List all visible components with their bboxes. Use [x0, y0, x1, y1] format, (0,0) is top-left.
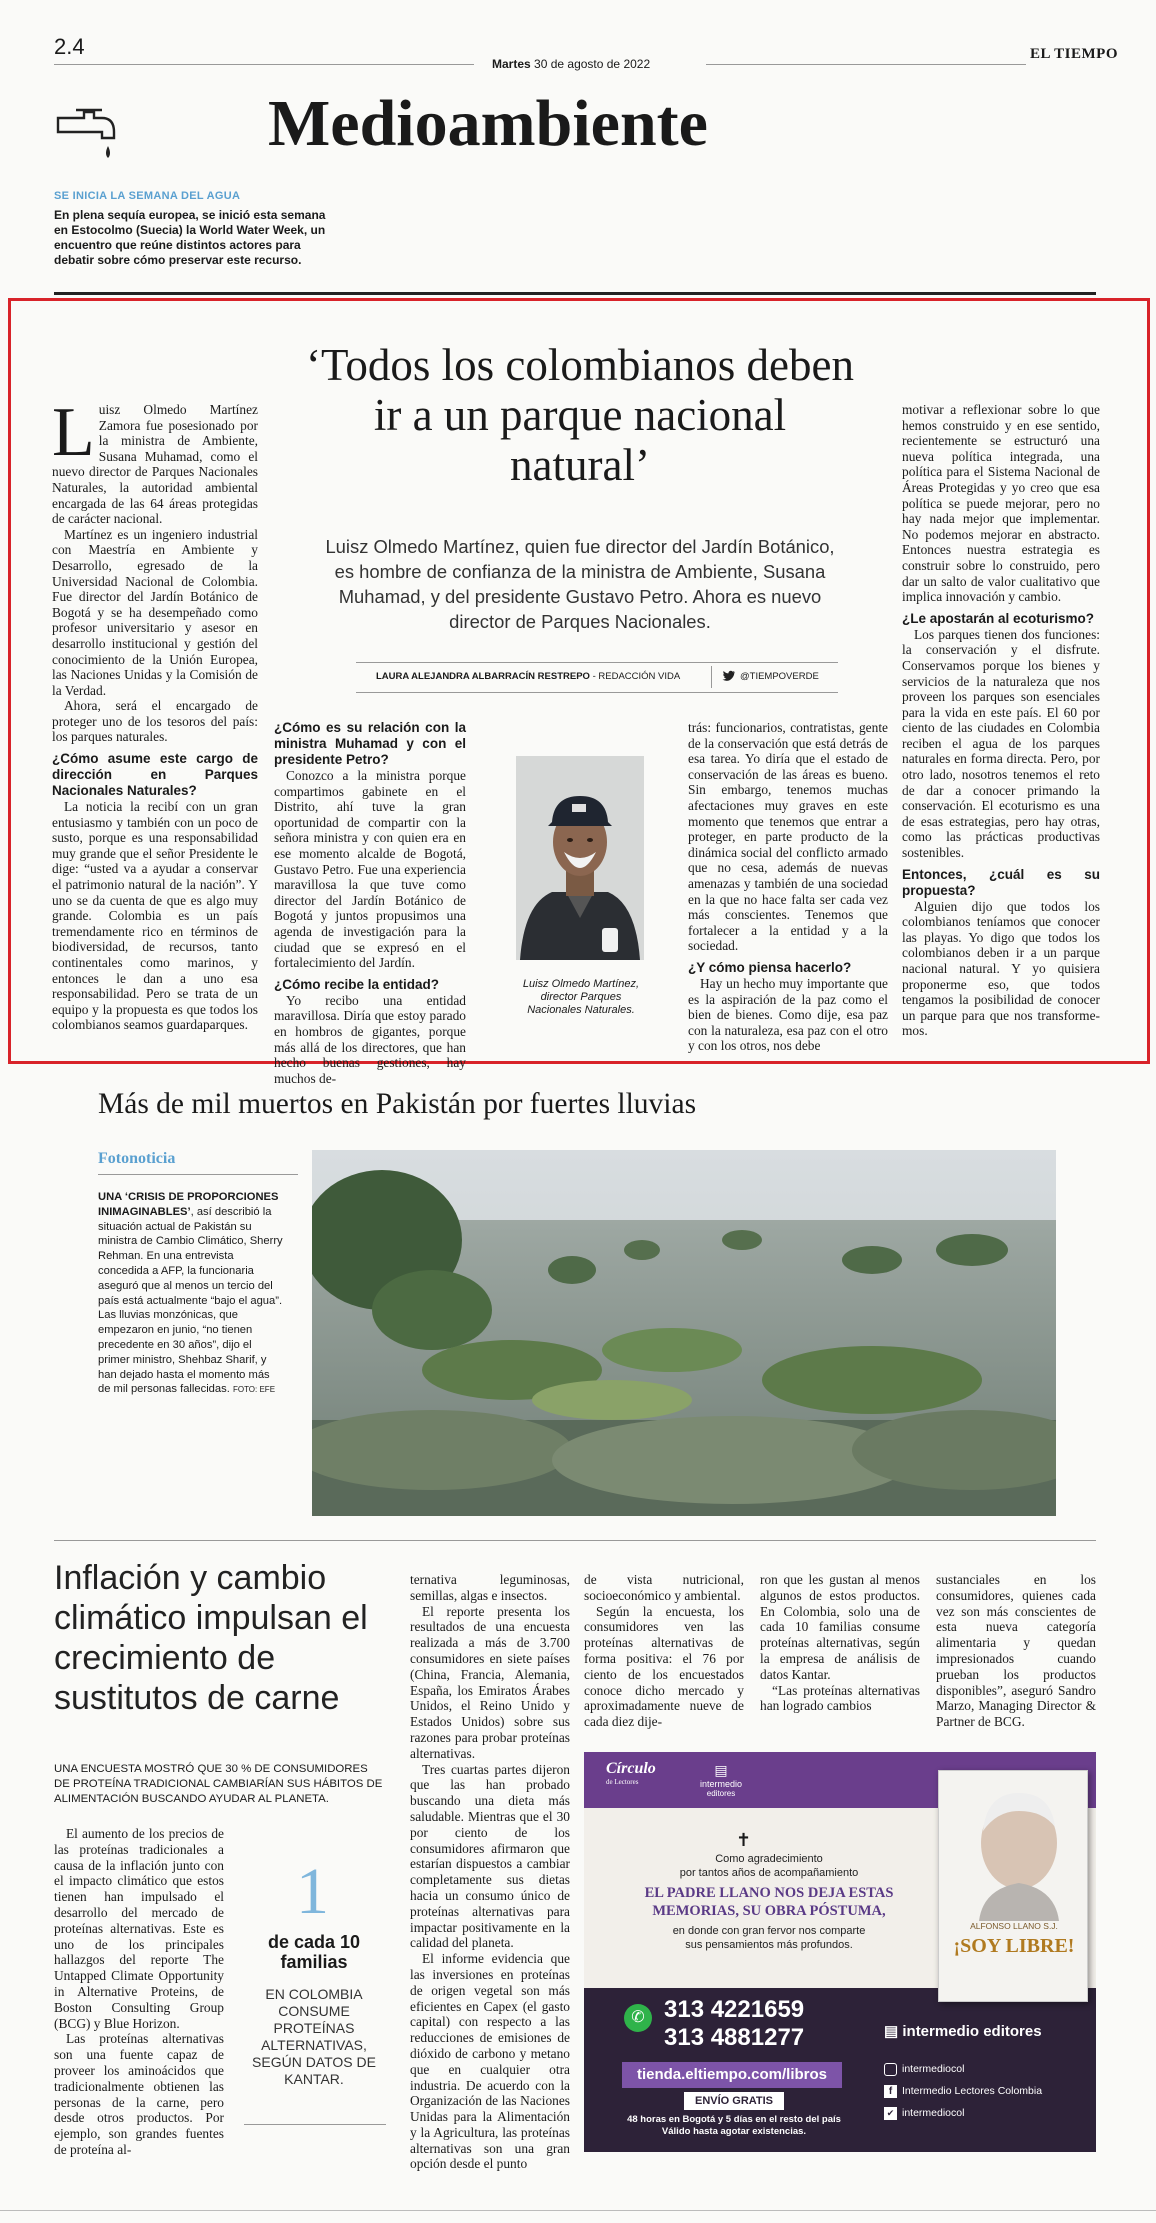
byline — [376, 671, 680, 682]
book-author: ALFONSO LLANO S.J. — [970, 1921, 1058, 1931]
portrait-caption: Luisz Olmedo Martínez, director Parques Nacionales Naturales. — [522, 978, 640, 1016]
feature-col5-p1: motivar a reflexionar sobre lo que hemos construido y en ese sentido, recientemente se estructuró una nueva política integrada, una política para el Sistema Nacional de Áreas Protegidas y yo creo que esa política se puede mejorar, pero no hay nada mejor que implementar. No podemos mejorar en abstracto. Entonces nuestra estrategia es construir sobre lo construido, pero dar un salto de valor cualitativo que implica innovación y cambio. — [902, 402, 1100, 605]
brand-logo: EL TIEMPO — [1030, 46, 1118, 62]
ad-brand-name: intermedio editores — [902, 2023, 1042, 2040]
feature-col2-p2: Yo recibo una entidad maravillosa. Diría que estoy parado en hombros de gigantes, porque más allá de los directores, que han hecho buenas gestiones, hay muchos de- — [274, 992, 466, 1086]
book-cover — [938, 1770, 1088, 2002]
pakistan-body — [98, 1190, 284, 1398]
feature-q6: Entonces, ¿cuál es su propuesta? — [902, 866, 1100, 898]
kicker: SE INICIA LA SEMANA DEL AGUA — [54, 190, 241, 202]
byline-rule-bottom — [356, 692, 838, 693]
pakistan-headline: Más de mil muertos en Pakistán por fuertes lluvias — [98, 1088, 697, 1120]
logo-intermedio-sub: editores — [706, 1789, 736, 1798]
page-date — [492, 57, 650, 71]
ad-thanks-4: sus pensamientos más profundos. — [685, 1939, 853, 1951]
pakistan-lead: UNA ‘CRISIS DE PROPORCIONES INIMAGINABLES’ — [98, 1191, 279, 1218]
ad-logo-intermedio — [700, 1762, 742, 1798]
twitter-ad-icon: ✔ — [884, 2107, 897, 2120]
stat-number: 1 — [296, 1855, 329, 1928]
twitter-icon — [722, 669, 736, 681]
inflation-col-1 — [54, 1826, 224, 2158]
social-facebook[interactable] — [884, 2080, 1042, 2102]
ad-logo-circulo — [606, 1760, 656, 1786]
byline-author: LAURA ALEJANDRA ALBARRACÍN RESTREPO — [376, 671, 590, 682]
inflation-col4-b: “Las proteínas alternativas han logrado cambios — [760, 1682, 920, 1714]
ad-social — [884, 2058, 1042, 2124]
pakistan-tag-rule — [98, 1174, 298, 1175]
dropcap: L — [52, 394, 95, 471]
inflation-col-3 — [584, 1572, 744, 1730]
ad-thanks-1: Como agradecimiento — [715, 1853, 823, 1865]
feature-col1-p3: Ahora, será el encargado de proteger uno de los tesoros del país: los parques naturales. — [52, 698, 258, 745]
logo-book-icon: ▤ — [714, 1762, 728, 1778]
byline-desk: - REDACCIÓN VIDA — [592, 671, 681, 682]
ad-brand — [884, 2022, 1042, 2040]
feature-col2-p1: Conozco a la ministra porque compartimos gabinete en el Distrito, ahí tuve la gran oportunidad de compartir con la señora ministra y con quien era en ese momento alcalde de Bogotá, Gustavo Petro. Fue una experiencia maravillosa la que tuve como director del Jardín Botánico de Bogotá y juntos propusimos una agenda de investigación para la ciudad que se expresó en el fortalecimiento del Jardín. — [274, 768, 466, 971]
book-title: ¡SOY LIBRE! — [953, 1935, 1075, 1957]
inflation-col5-a: sustanciales en los consumidores, quienes cada vez son más conscientes de esta nueva categoría alimentaria y quedan impresionados cuando prueban los productos disponibles”, aseguró Sandro Marzo, Managing Director & Partner de BCG. — [936, 1572, 1096, 1730]
inflation-col1-a: El aumento de los precios de las proteínas tradicionales a causa de la inflación junto con el impacto climático que estos tienen han impulsado el desarrollo del mercado de proteínas alternativas. Este es uno de los principales hallazgos del reporte The Untapped Climate Opportunity in Alternative Proteins, de Boston Consulting Group (BCG) y Blue Horizon. — [54, 1826, 224, 2031]
feature-q2: ¿Cómo es su relación con la ministra Muhamad y con el presidente Petro? — [274, 720, 466, 767]
feature-col-2 — [274, 720, 466, 1086]
feature-headline: ‘Todos los colombianos deben ir a un parque nacional natural’ — [305, 340, 855, 490]
portrait-photo — [516, 756, 644, 960]
inflation-col2-c: Tres cuartas partes dijeron que las han probado buscando una dieta más saludable. Mientras que el 30 por ciento de los consumidores afirmaron que estarían dispuestos a cambiar completamente sus dietas hacia un consumo único de proteínas alternativas para impactar positivamente en la calidad del planeta. — [410, 1761, 570, 1951]
page-number: 2.4 — [54, 34, 85, 59]
ad-shipping-note-1: 48 horas en Bogotá y 5 días en el resto del país — [627, 2114, 841, 2125]
date-day: Martes — [492, 57, 531, 71]
feature-col1-p1: uisz Olmedo Martínez Zamora fue posesionado por la ministra de Ambiente, Susana Muhamad, como el nuevo director de Parques Nacionales Naturales, la autoridad ambiental encargada de las 64 áreas protegidas de carácter nacional. — [52, 402, 258, 527]
feature-col1-p4: La noticia la recibí con un gran entusiasmo y también con un poco de susto, porque es una responsabilidad muy grande que el señor Presidente le dige: “usted va a ayudar a conservar el patrimonio natural de la nación”. Y uno se da cuenta de que es algo muy grande. Colombia es un país tremendamente rico en términos de biodiversidad, de recursos, tanto continentales como marinos, y entonces le dan a uno esa responsabilidad. Pero se trata de un equipo y la propuesta es que todos los colombianos seamos guardaparques. — [52, 799, 258, 1033]
header-rule-left — [54, 64, 474, 65]
feature-deck: Luisz Olmedo Martínez, quien fue director del Jardín Botánico, es hombre de confianza de la ministra de Ambiente, Susana Muhamad, y del presidente Gustavo Petro. Ahora es nuevo director de Parques Nacionales. — [325, 536, 835, 632]
byline-rule-top — [356, 662, 838, 663]
feature-col4-p2: Hay un hecho muy importante que es la aspiración de la paz como el bien de bienes. Como dije, esa paz con la naturaleza, esa paz con el otro y con los otros, nos debe — [688, 975, 888, 1054]
ad-thanks-2: por tantos años de acompañamiento — [679, 1867, 859, 1879]
inflation-col-5 — [936, 1572, 1096, 1730]
stat-label: de cada 10 familias — [267, 1932, 361, 1972]
social-instagram[interactable] — [884, 2058, 1042, 2080]
feature-col-1 — [52, 394, 258, 1033]
feature-q4: ¿Y cómo piensa hacerlo? — [688, 959, 852, 975]
ad-message — [604, 1852, 934, 1952]
feature-q3: ¿Cómo recibe la entidad? — [274, 976, 440, 992]
faucet-icon — [54, 106, 120, 168]
inflation-summary: UNA ENCUESTA MOSTRÓ QUE 30 % DE CONSUMIDORES DE PROTEÍNA TRADICIONAL CAMBIARÍAN SUS HÁBITOS DE ALIMENTACIÓN BUSCANDO AYUDAR AL PLANETA. — [54, 1763, 383, 1805]
inflation-col1-b: Las proteínas alternativas son una fuente capaz de proveer los aminoácidos que tradicionalmente obtienen las personas de la carne, pero desde otros productos. Por ejemplo, son grandes fuentes de proteína al- — [54, 2031, 224, 2157]
ad-store-link[interactable]: tienda.eltiempo.com/libros — [622, 2062, 842, 2088]
pakistan-tag: Fotonoticia — [98, 1150, 176, 1167]
inflation-col2-a: ternativa leguminosas, semillas, algas e insectos. — [410, 1572, 570, 1603]
ad-shipping-note — [594, 2114, 874, 2138]
twitter-handle: @TIEMPOVERDE — [740, 671, 819, 682]
social-twitter[interactable] — [884, 2102, 1042, 2124]
inflation-headline: Inflación y cambio climático impulsan el crecimiento de sustitutos de carne — [54, 1559, 368, 1717]
social-instagram-handle: intermediocol — [902, 2063, 965, 2075]
cross-icon: ✝ — [736, 1830, 752, 1850]
header-rule-right — [706, 64, 1026, 65]
bottom-edge — [0, 2210, 1156, 2211]
inflation-col4-a: ron que les gustan al menos algunos de estos productos. En Colombia, solo una de cada 10 familias consume proteínas alternativas, según la empresa de análisis de datos Kantar. — [760, 1572, 920, 1682]
flood-photo — [312, 1150, 1056, 1516]
stat-text: EN COLOMBIA CONSUME PROTEÍNAS ALTERNATIVAS, SEGÚN DATOS DE KANTAR. — [252, 1986, 376, 2087]
inflation-col-2 — [410, 1572, 570, 2172]
ad-shipping-note-2: Válido hasta agotar existencias. — [661, 2126, 807, 2137]
feature-q5: ¿Le apostarán al ecoturismo? — [902, 610, 1095, 626]
date-rest: 30 de agosto de 2022 — [534, 57, 651, 71]
logo-circulo: Círculo — [606, 1760, 656, 1777]
section-title: Medioambiente — [268, 87, 708, 160]
ad-phone-1: 313 4221659 — [664, 1996, 805, 2023]
feature-col5-p3: Alguien dijo que todos los colombianos teníamos que conocer las playas. Yo digo que todos los colombianos deben ir a un parque nacional natural. Y yo quisiera proponerme eso, que todos tengamos la posibilidad de conocer un parque para que nos transforme-mos. — [902, 898, 1100, 1039]
pakistan-text: , así describió la situación actual de Pakistán su ministra de Cambio Climático, Sherry Rehman. En una entrevista concedida a AFP, la funcionaria aseguró que al menos un tercio del país está actualmente “bajo el agua”. Las lluvias monzónicas, que empezaron en junio, “no tienen precedente en 30 años”, dijo el primer ministro, Shehbaz Sharif, y han dejado hasta el momento más de mil personas fallecidas. — [98, 1205, 283, 1396]
stat-rule — [244, 2124, 386, 2125]
logo-circulo-sub: de Lectores — [606, 1778, 639, 1786]
kicker-text: En plena sequía europea, se inició esta semana en Estocolmo (Suecia) la World Water Week, un encuentro que reúne distintos actores para debatir sobre cómo preservar este recurso. — [54, 208, 326, 267]
instagram-icon — [884, 2063, 897, 2076]
social-twitter-handle: intermediocol — [902, 2107, 965, 2119]
pakistan-credit: FOTO: EFE — [232, 1385, 276, 1395]
inflation-col-4 — [760, 1572, 920, 1714]
ad-shipping: ENVÍO GRATIS — [684, 2092, 784, 2110]
ad-phone-2: 313 4881277 — [664, 2024, 805, 2051]
social-facebook-handle: Intermedio Lectores Colombia — [902, 2085, 1043, 2097]
pakistan-bottom-rule — [54, 1540, 1096, 1541]
book-ad — [584, 1752, 1096, 2152]
feature-q1: ¿Cómo asume este cargo de dirección en Parques Nacionales Naturales? — [52, 751, 258, 799]
header-bottom-rule — [54, 292, 1096, 295]
feature-col4-p1: trás: funcionarios, contratistas, gente de la conservación que está detrás de esa tarea. Yo diría que el estado de conservación de las áreas es bueno. Sin embargo, tenemos muchas afectaciones muy graves en este momento que tenemos que entrar a proteger, en parte producto de la dinámica social del conflicto armado que no cesa, además de nuevas amenazas y también de una sociedad en la que no hace falta ser cada vez más conscientes. Tenemos que fortalecer a la entidad y a la sociedad. — [688, 720, 888, 954]
brand-book-icon: ▤ — [884, 2023, 899, 2040]
feature-col5-p2: Los parques tienen dos funciones: la conservación y el disfrute. Conservamos porque los bienes y servicios de la naturaleza que nos proveen los parques son esenciales para la vida en este país. El 60 por ciento de las ciudades en Colombia reciben el agua de los parques naturales en forma directa. Pero, por otro lado, nosotros tenemos el reto de dar a conocer primando la conservación. El ecoturismo es una de esas estrategias, pero hay otras, como las prácticas productivas sostenibles. — [902, 626, 1100, 861]
feature-col-4 — [688, 720, 888, 1054]
ad-thanks-3: en donde con gran fervor nos comparte — [672, 1925, 866, 1937]
inflation-col2-b: El reporte presenta los resultados de una encuesta realizada a más de 3.700 consumidores en siete países (China, Francia, Alemania, España, los Emiratos Árabes Unidos, el Reino Unido y Estados Unidos) sobre sus razones para probar proteínas alternativas. — [410, 1603, 570, 1761]
ad-highlight: EL PADRE LLANO NOS DEJA ESTAS MEMORIAS, SU OBRA PÓSTUMA, — [644, 1885, 894, 1919]
byline-divider — [711, 666, 712, 688]
facebook-icon: f — [884, 2085, 897, 2098]
feature-col1-p2: Martínez es un ingeniero industrial con Maestría en Ambiente y Desarrollo, egresado de la Universidad Nacional de Colombia. Fue director del Jardín Botánico de Bogotá y se ha desempeñado como profesor universitario y asesor en desarrollo institucional y gestión del conocimiento de la Unión Europea, las Naciones Unidas y la Comisión de la Verdad. — [52, 526, 258, 698]
logo-intermedio: intermedio — [700, 1779, 743, 1789]
feature-col-5 — [902, 402, 1100, 1039]
inflation-col3-b: Según la encuesta, los consumidores ven las proteínas alternativas de forma positiva: el 76 por ciento de los encuestados conoce dicho mercado y aproximadamente nueve de cada diez dije- — [584, 1603, 744, 1730]
inflation-col3-a: de vista nutricional, socioeconómico y ambiental. — [584, 1572, 744, 1603]
inflation-col2-d: El informe evidencia que las inversiones en proteínas de origen vegetal son más eficientes en Capex (el gasto capital) con respecto a las reducciones de emisiones de dióxido de carbono y metano que en cualquier otra industria. De acuerdo con la Organización de las Naciones Unidas para la Alimentación y la Agricultura, las proteínas alternativas son una gran opción desde el punto — [410, 1951, 570, 2172]
whatsapp-icon: ✆ — [624, 2004, 652, 2032]
